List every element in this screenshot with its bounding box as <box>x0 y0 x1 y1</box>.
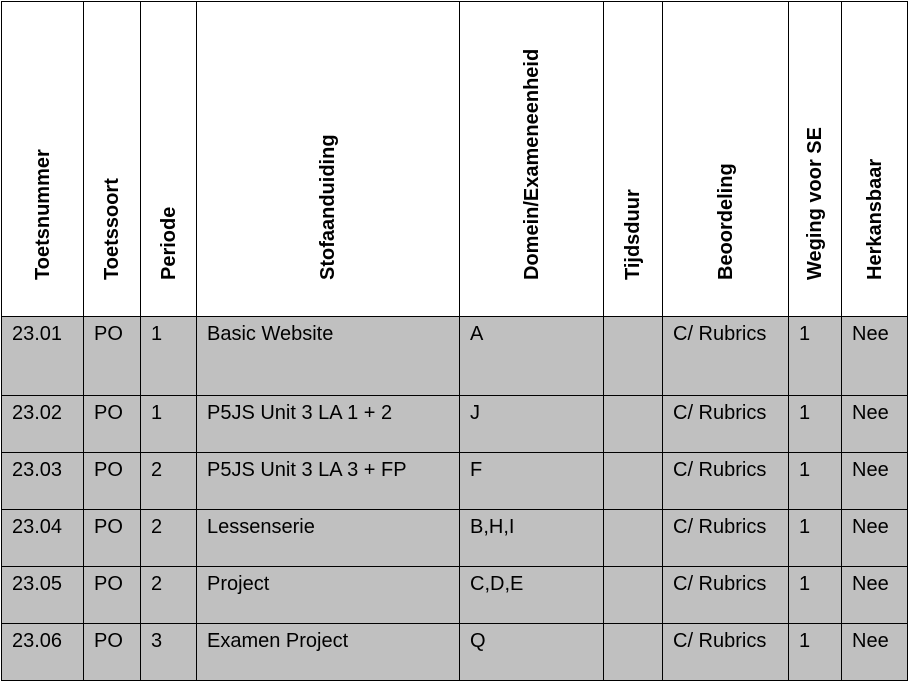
cell-beoordeling: C/ Rubrics <box>663 453 789 510</box>
cell-toetssoort: PO <box>84 624 141 681</box>
cell-weging: 1 <box>789 510 842 567</box>
table-row <box>2 624 908 681</box>
header-label: Periode <box>157 206 180 280</box>
cell-periode: 3 <box>141 624 197 681</box>
cell-periode: 1 <box>141 396 197 453</box>
cell-domein: F <box>460 453 604 510</box>
cell-herkansbaar: Nee <box>842 317 908 396</box>
cell-domein: J <box>460 396 604 453</box>
header-label: Toetsnummer <box>31 149 54 280</box>
cell-stofaanduiding: P5JS Unit 3 LA 1 + 2 <box>197 396 460 453</box>
cell-herkansbaar: Nee <box>842 453 908 510</box>
header-stofaanduiding <box>197 2 460 317</box>
header-label: Domein/Exameneenheid <box>520 48 543 280</box>
cell-toetsnummer: 23.06 <box>2 624 84 681</box>
header-label: Herkansbaar <box>863 158 886 280</box>
cell-herkansbaar: Nee <box>842 510 908 567</box>
header-label: Weging voor SE <box>804 127 826 280</box>
table-row <box>2 567 908 624</box>
cell-periode: 2 <box>141 453 197 510</box>
cell-weging: 1 <box>789 317 842 396</box>
cell-weging: 1 <box>789 396 842 453</box>
cell-toetsnummer: 23.04 <box>2 510 84 567</box>
cell-herkansbaar: Nee <box>842 624 908 681</box>
header-label: Beoordeling <box>714 163 737 280</box>
cell-weging: 1 <box>789 567 842 624</box>
header-label: Toetssoort <box>101 178 123 280</box>
cell-tijdsduur <box>604 453 663 510</box>
cell-stofaanduiding: Basic Website <box>197 317 460 396</box>
table-row <box>2 510 908 567</box>
cell-toetsnummer: 23.03 <box>2 453 84 510</box>
header-label: Stofaanduiding <box>317 134 339 280</box>
header-domein <box>460 2 604 317</box>
cell-periode: 2 <box>141 567 197 624</box>
header-herkansbaar <box>842 2 908 317</box>
table-row <box>2 317 908 396</box>
cell-tijdsduur <box>604 396 663 453</box>
cell-domein: B,H,I <box>460 510 604 567</box>
cell-tijdsduur <box>604 567 663 624</box>
cell-toetsnummer: 23.05 <box>2 567 84 624</box>
header-weging <box>789 2 842 317</box>
header-label: Tijdsduur <box>622 189 644 280</box>
cell-stofaanduiding: P5JS Unit 3 LA 3 + FP <box>197 453 460 510</box>
cell-tijdsduur <box>604 317 663 396</box>
cell-toetssoort: PO <box>84 317 141 396</box>
cell-toetssoort: PO <box>84 510 141 567</box>
cell-weging: 1 <box>789 624 842 681</box>
header-tijdsduur <box>604 2 663 317</box>
cell-toetssoort: PO <box>84 567 141 624</box>
cell-toetssoort: PO <box>84 396 141 453</box>
cell-beoordeling: C/ Rubrics <box>663 317 789 396</box>
cell-periode: 2 <box>141 510 197 567</box>
cell-herkansbaar: Nee <box>842 567 908 624</box>
cell-beoordeling: C/ Rubrics <box>663 624 789 681</box>
cell-beoordeling: C/ Rubrics <box>663 396 789 453</box>
cell-tijdsduur <box>604 624 663 681</box>
cell-stofaanduiding: Lessenserie <box>197 510 460 567</box>
cell-periode: 1 <box>141 317 197 396</box>
cell-beoordeling: C/ Rubrics <box>663 510 789 567</box>
pta-table <box>1 1 908 681</box>
header-periode <box>141 2 197 317</box>
header-toetsnummer <box>2 2 84 317</box>
cell-toetsnummer: 23.01 <box>2 317 84 396</box>
table-row <box>2 396 908 453</box>
cell-toetsnummer: 23.02 <box>2 396 84 453</box>
cell-herkansbaar: Nee <box>842 396 908 453</box>
cell-weging: 1 <box>789 453 842 510</box>
header-beoordeling <box>663 2 789 317</box>
header-toetssoort <box>84 2 141 317</box>
cell-domein: A <box>460 317 604 396</box>
cell-stofaanduiding: Project <box>197 567 460 624</box>
cell-domein: Q <box>460 624 604 681</box>
cell-stofaanduiding: Examen Project <box>197 624 460 681</box>
cell-domein: C,D,E <box>460 567 604 624</box>
table-row <box>2 453 908 510</box>
cell-beoordeling: C/ Rubrics <box>663 567 789 624</box>
cell-toetssoort: PO <box>84 453 141 510</box>
cell-tijdsduur <box>604 510 663 567</box>
header-row <box>2 2 908 317</box>
